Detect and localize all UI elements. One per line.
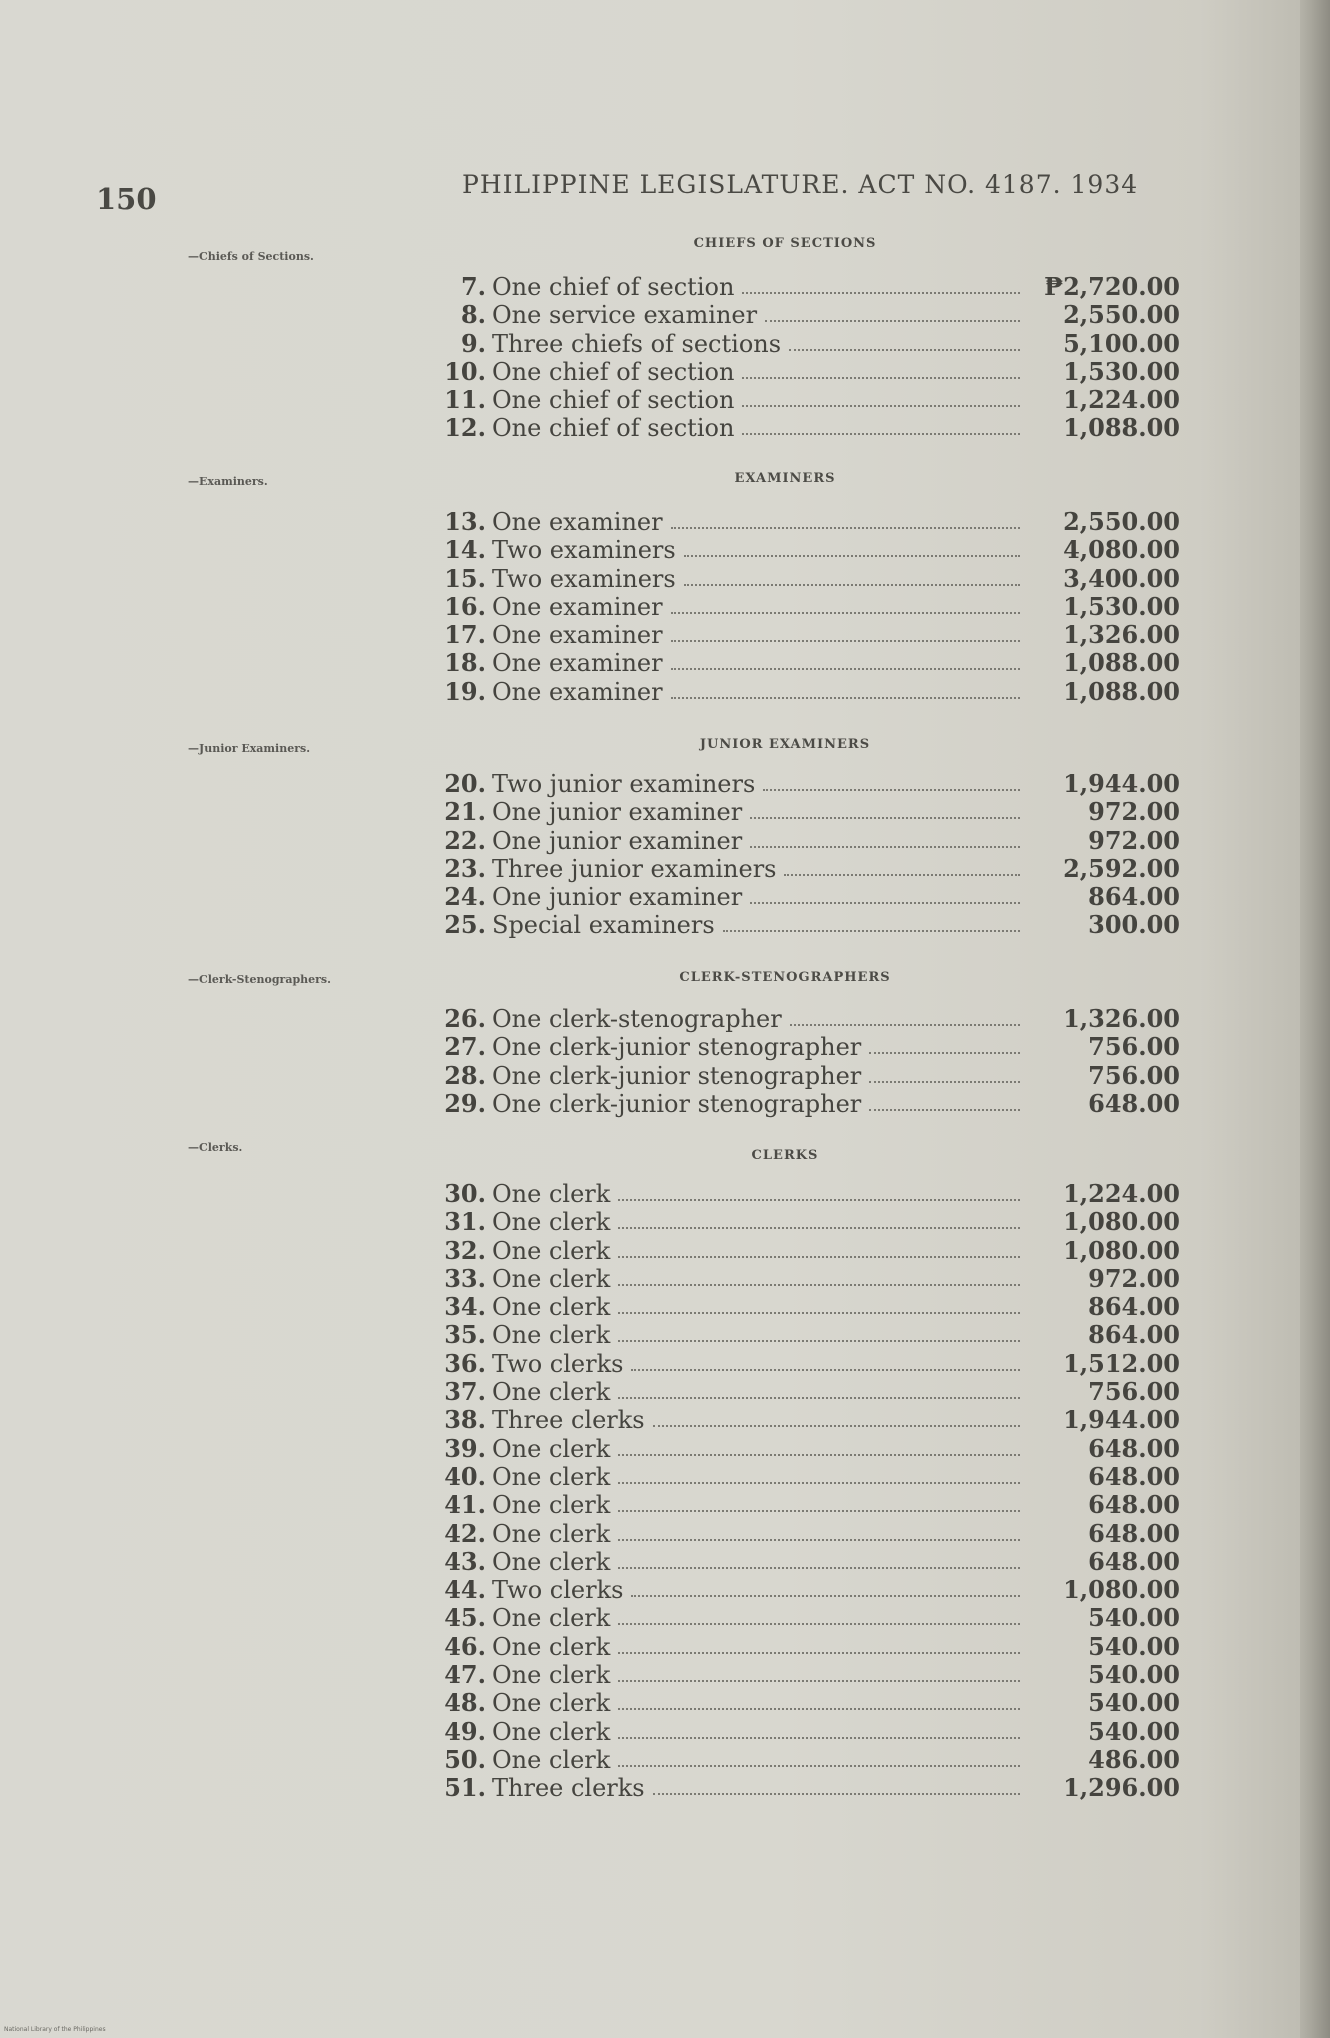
dot-leader <box>671 697 1020 699</box>
item-number: 23. <box>444 853 486 883</box>
item-amount: 1,088.00 <box>1063 413 1180 443</box>
dot-leader <box>653 1793 1020 1795</box>
section-heading-examiners: EXAMINERS <box>734 471 836 486</box>
list-item <box>440 1237 1180 1265</box>
item-number: 27. <box>444 1032 486 1062</box>
item-amount: 1,530.00 <box>1063 356 1180 386</box>
list-item <box>440 508 1180 536</box>
dot-leader <box>789 349 1020 351</box>
item-number: 33. <box>444 1263 486 1293</box>
item-amount: 756.00 <box>1088 1060 1180 1090</box>
item-number: 42. <box>444 1518 486 1548</box>
item-amount: 540.00 <box>1088 1660 1180 1690</box>
list-item <box>440 1180 1180 1208</box>
dot-leader <box>671 527 1020 529</box>
item-number: 31. <box>444 1207 486 1237</box>
item-description: One clerk <box>492 1236 611 1265</box>
dot-leader <box>869 1109 1020 1111</box>
item-amount: 1,080.00 <box>1063 1235 1180 1265</box>
item-description: One clerk-junior stenographer <box>492 1089 862 1118</box>
item-number: 21. <box>444 797 486 827</box>
item-description: One chief of section <box>492 386 735 415</box>
item-number: 30. <box>444 1179 486 1208</box>
dot-leader <box>618 1199 1020 1201</box>
list-item <box>440 649 1180 677</box>
list-item <box>440 1633 1180 1661</box>
item-amount: 540.00 <box>1088 1688 1180 1718</box>
margin-note-chiefs: —Chiefs of Sections. <box>188 250 314 263</box>
item-description: One chief of section <box>492 357 735 386</box>
library-footer: National Library of the Philippines <box>4 2026 106 2033</box>
item-number: 20. <box>444 769 486 798</box>
item-description: One clerk-junior stenographer <box>492 1033 862 1062</box>
list-item <box>440 1208 1180 1236</box>
item-number: 28. <box>444 1060 486 1090</box>
item-number: 47. <box>444 1660 486 1690</box>
list-item <box>440 1491 1180 1519</box>
dot-leader <box>631 1369 1020 1371</box>
list-item <box>440 1062 1180 1090</box>
item-number: 25. <box>444 910 486 940</box>
item-description: One chief of section <box>492 414 735 443</box>
list-item <box>440 1718 1180 1746</box>
item-list-clerk-stenographers <box>440 1005 1180 1118</box>
item-amount: 1,224.00 <box>1063 1179 1180 1208</box>
list-item <box>440 1661 1180 1689</box>
dot-leader <box>784 874 1020 876</box>
item-description: One clerk <box>492 1745 611 1774</box>
item-number: 49. <box>444 1716 486 1746</box>
item-list-chiefs <box>440 273 1180 443</box>
margin-note-junior-examiners: —Junior Examiners. <box>188 742 311 755</box>
dot-leader <box>618 1510 1020 1512</box>
page-edge-shadow <box>1300 0 1330 2038</box>
list-item <box>440 386 1180 414</box>
item-list-examiners <box>440 508 1180 706</box>
item-description: One clerk <box>492 1321 611 1350</box>
dot-leader <box>618 1256 1020 1258</box>
item-description: One clerk <box>492 1434 611 1463</box>
item-number: 29. <box>444 1088 486 1118</box>
list-item <box>440 1576 1180 1604</box>
item-number: 16. <box>444 591 486 621</box>
item-number: 50. <box>444 1744 486 1774</box>
item-description: One clerk-junior stenographer <box>492 1061 862 1090</box>
item-description: One clerk <box>492 1547 611 1576</box>
dot-leader <box>684 584 1020 586</box>
item-number: 12. <box>444 413 486 443</box>
list-item <box>440 1005 1180 1033</box>
item-description: One junior examiner <box>492 798 743 827</box>
dot-leader <box>765 320 1020 322</box>
item-amount: 1,088.00 <box>1063 648 1180 678</box>
dot-leader <box>742 433 1020 435</box>
item-description: One examiner <box>492 649 663 678</box>
item-amount: 648.00 <box>1088 1433 1180 1463</box>
item-description: One clerk-stenographer <box>492 1005 782 1033</box>
dot-leader <box>618 1765 1020 1767</box>
list-item <box>440 593 1180 621</box>
list-item <box>440 536 1180 564</box>
section-heading-chiefs: CHIEFS OF SECTIONS <box>693 236 877 251</box>
item-number: 44. <box>444 1575 486 1605</box>
item-amount: 5,100.00 <box>1063 328 1180 358</box>
item-amount: 4,080.00 <box>1063 535 1180 565</box>
item-amount: 756.00 <box>1088 1032 1180 1062</box>
item-description: One examiner <box>492 592 663 621</box>
list-item <box>440 301 1180 329</box>
item-amount: 1,088.00 <box>1063 676 1180 706</box>
dot-leader <box>742 405 1020 407</box>
item-description: One clerk <box>492 1264 611 1293</box>
item-number: 40. <box>444 1461 486 1491</box>
item-description: One clerk <box>492 1519 611 1548</box>
item-number: 39. <box>444 1433 486 1463</box>
dot-leader <box>618 1737 1020 1739</box>
item-amount: 1,224.00 <box>1063 385 1180 415</box>
item-number: 48. <box>444 1688 486 1718</box>
dot-leader <box>763 789 1020 791</box>
list-item <box>440 1265 1180 1293</box>
list-item <box>440 1406 1180 1434</box>
item-number: 41. <box>444 1490 486 1520</box>
item-number: 45. <box>444 1603 486 1633</box>
dot-leader <box>750 902 1020 904</box>
item-number: 32. <box>444 1235 486 1265</box>
item-number: 8. <box>460 300 486 330</box>
list-item <box>440 1548 1180 1576</box>
item-amount: 2,550.00 <box>1063 300 1180 330</box>
item-description: One examiner <box>492 621 663 650</box>
item-description: Two examiners <box>492 564 676 593</box>
dot-leader <box>869 1052 1020 1054</box>
dot-leader <box>742 292 1020 294</box>
dot-leader <box>618 1567 1020 1569</box>
item-description: One clerk <box>492 1689 611 1718</box>
list-item <box>440 883 1180 911</box>
item-amount: 648.00 <box>1088 1518 1180 1548</box>
item-amount: 648.00 <box>1088 1546 1180 1576</box>
item-description: One clerk <box>492 1378 611 1407</box>
item-description: One clerk <box>492 1293 611 1322</box>
item-number: 34. <box>444 1292 486 1322</box>
item-amount: 972.00 <box>1088 1263 1180 1293</box>
item-description: Two clerks <box>492 1349 624 1378</box>
item-description: Three clerks <box>492 1406 645 1435</box>
dot-leader <box>618 1652 1020 1654</box>
dot-leader <box>618 1227 1020 1229</box>
item-number: 15. <box>444 563 486 593</box>
item-number: 26. <box>444 1004 486 1033</box>
dot-leader <box>618 1623 1020 1625</box>
item-number: 51. <box>444 1773 486 1803</box>
item-amount: 972.00 <box>1088 825 1180 855</box>
dot-leader <box>631 1595 1020 1597</box>
list-item <box>440 855 1180 883</box>
item-amount: 3,400.00 <box>1063 563 1180 593</box>
item-amount: 1,944.00 <box>1063 1405 1180 1435</box>
list-item <box>440 358 1180 386</box>
item-amount: 540.00 <box>1088 1631 1180 1661</box>
item-amount: 864.00 <box>1088 1292 1180 1322</box>
item-number: 19. <box>444 676 486 706</box>
list-item <box>440 621 1180 649</box>
list-item <box>440 565 1180 593</box>
item-amount: 1,080.00 <box>1063 1207 1180 1237</box>
item-number: 11. <box>444 385 486 415</box>
dot-leader <box>618 1708 1020 1710</box>
item-amount: 486.00 <box>1088 1744 1180 1774</box>
dot-leader <box>684 555 1020 557</box>
item-amount: 1,944.00 <box>1063 769 1180 798</box>
list-item <box>440 798 1180 826</box>
list-item <box>440 1350 1180 1378</box>
item-amount: 300.00 <box>1088 910 1180 940</box>
list-item <box>440 1378 1180 1406</box>
item-description: One clerk <box>492 1632 611 1661</box>
list-item <box>440 1435 1180 1463</box>
item-number: 36. <box>444 1348 486 1378</box>
running-header: PHILIPPINE LEGISLATURE. ACT NO. 4187. 1934 <box>462 170 1139 199</box>
item-description: One examiner <box>492 677 663 706</box>
item-amount: 648.00 <box>1088 1461 1180 1491</box>
item-amount: 864.00 <box>1088 1320 1180 1350</box>
item-number: 24. <box>444 882 486 912</box>
margin-note-clerk-stenographers: —Clerk-Stenographers. <box>188 973 331 986</box>
item-number: 18. <box>444 648 486 678</box>
item-amount: 2,550.00 <box>1063 507 1180 536</box>
item-number: 37. <box>444 1377 486 1407</box>
item-amount: 1,326.00 <box>1063 620 1180 650</box>
item-description: Three chiefs of sections <box>492 329 782 358</box>
item-number: 7. <box>460 272 486 301</box>
item-description: One examiner <box>492 508 663 536</box>
list-item <box>440 1520 1180 1548</box>
item-number: 9. <box>460 328 486 358</box>
list-item <box>440 1033 1180 1061</box>
section-heading-clerk-stenographers: CLERK-STENOGRAPHERS <box>679 970 891 985</box>
item-number: 10. <box>444 356 486 386</box>
page-number: 150 <box>96 182 157 216</box>
dot-leader <box>618 1340 1020 1342</box>
list-item <box>440 1321 1180 1349</box>
dot-leader <box>671 668 1020 670</box>
list-item <box>440 414 1180 442</box>
item-number: 46. <box>444 1631 486 1661</box>
dot-leader <box>742 377 1020 379</box>
dot-leader <box>618 1284 1020 1286</box>
list-item <box>440 911 1180 939</box>
item-description: Special examiners <box>492 911 715 940</box>
list-item <box>440 1604 1180 1632</box>
item-number: 35. <box>444 1320 486 1350</box>
dot-leader <box>750 846 1020 848</box>
item-amount: 1,512.00 <box>1063 1348 1180 1378</box>
item-amount: 1,296.00 <box>1063 1773 1180 1803</box>
item-amount: 1,530.00 <box>1063 591 1180 621</box>
item-amount: 2,592.00 <box>1063 853 1180 883</box>
list-item <box>440 1463 1180 1491</box>
margin-note-clerks: —Clerks. <box>188 1141 243 1154</box>
item-description: Two junior examiners <box>492 770 756 798</box>
section-heading-junior-examiners: JUNIOR EXAMINERS <box>699 737 871 752</box>
item-number: 13. <box>444 507 486 536</box>
dot-leader <box>869 1081 1020 1083</box>
item-amount: ₱2,720.00 <box>1044 272 1180 301</box>
item-description: One clerk <box>492 1208 611 1237</box>
item-list-junior-examiners <box>440 770 1180 940</box>
dot-leader <box>618 1482 1020 1484</box>
section-heading-clerks: CLERKS <box>751 1148 819 1163</box>
list-item <box>440 827 1180 855</box>
dot-leader <box>618 1312 1020 1314</box>
item-description: One clerk <box>492 1462 611 1491</box>
item-description: One junior examiner <box>492 883 743 912</box>
list-item <box>440 678 1180 706</box>
item-list-clerks <box>440 1180 1180 1803</box>
item-description: Two clerks <box>492 1576 624 1605</box>
item-description: Three clerks <box>492 1774 645 1803</box>
item-description: One service examiner <box>492 301 758 330</box>
list-item <box>440 1774 1180 1802</box>
margin-note-examiners: —Examiners. <box>188 475 268 488</box>
item-amount: 540.00 <box>1088 1716 1180 1746</box>
item-number: 22. <box>444 825 486 855</box>
dot-leader <box>618 1680 1020 1682</box>
item-amount: 756.00 <box>1088 1377 1180 1407</box>
item-amount: 864.00 <box>1088 882 1180 912</box>
item-description: One junior examiner <box>492 826 743 855</box>
list-item <box>440 1293 1180 1321</box>
dot-leader <box>653 1425 1020 1427</box>
dot-leader <box>618 1397 1020 1399</box>
item-number: 17. <box>444 620 486 650</box>
item-amount: 972.00 <box>1088 797 1180 827</box>
item-description: Two examiners <box>492 536 676 565</box>
item-number: 38. <box>444 1405 486 1435</box>
item-amount: 1,326.00 <box>1063 1004 1180 1033</box>
item-amount: 648.00 <box>1088 1490 1180 1520</box>
item-number: 43. <box>444 1546 486 1576</box>
item-amount: 540.00 <box>1088 1603 1180 1633</box>
list-item <box>440 1746 1180 1774</box>
item-amount: 648.00 <box>1088 1088 1180 1118</box>
dot-leader <box>790 1024 1020 1026</box>
item-description: One chief of section <box>492 273 735 301</box>
item-description: One clerk <box>492 1717 611 1746</box>
list-item <box>440 770 1180 798</box>
dot-leader <box>671 640 1020 642</box>
item-description: One clerk <box>492 1180 611 1208</box>
item-amount: 1,080.00 <box>1063 1575 1180 1605</box>
dot-leader <box>750 817 1020 819</box>
dot-leader <box>618 1454 1020 1456</box>
list-item <box>440 330 1180 358</box>
list-item <box>440 1689 1180 1717</box>
list-item <box>440 273 1180 301</box>
dot-leader <box>723 930 1020 932</box>
dot-leader <box>618 1539 1020 1541</box>
item-description: Three junior examiners <box>492 854 777 883</box>
dot-leader <box>671 612 1020 614</box>
item-description: One clerk <box>492 1604 611 1633</box>
item-description: One clerk <box>492 1661 611 1690</box>
item-number: 14. <box>444 535 486 565</box>
list-item <box>440 1090 1180 1118</box>
item-description: One clerk <box>492 1491 611 1520</box>
